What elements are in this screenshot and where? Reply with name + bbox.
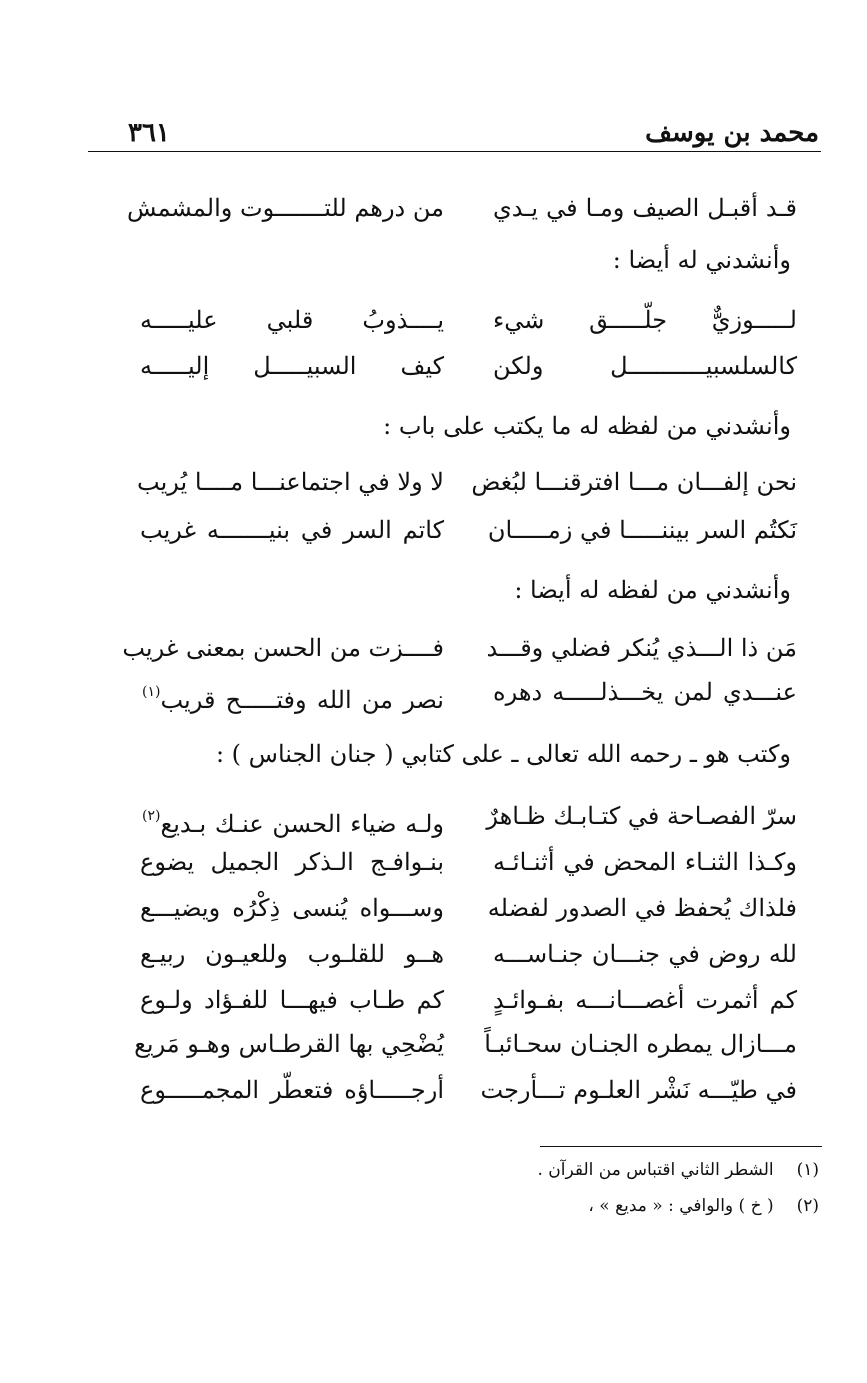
- intro-line: وأنشدني له أيضا :: [612, 246, 791, 274]
- second-hemistich: [134, 1024, 444, 1064]
- footnote-reference: (١): [142, 684, 161, 700]
- footnote-1: [537, 1157, 819, 1183]
- second-hemistich: [140, 300, 444, 340]
- second-hemistich-text: وســـواه يُنسى ذِكْرُه ويضيـــع: [140, 894, 444, 922]
- page-number: ٣٦١: [128, 118, 170, 148]
- verse-line: [0, 346, 867, 390]
- second-hemistich-text: أرجـــــاؤه فتعطّر المجمـــــوع: [140, 1076, 444, 1104]
- second-hemistich-text: بنـوافـج الـذكر الجميل يضوع: [140, 848, 444, 876]
- verse-line: [0, 842, 867, 886]
- verse-line: [0, 188, 867, 232]
- footnote-text: الشطر الثاني اقتباس من القرآن .: [537, 1160, 774, 1180]
- second-hemistich-text: يــــذوبُ قلبي عليـــــه: [140, 306, 444, 334]
- second-hemistich-text: كم طـاب فيهـــا للفـؤاد ولـوع: [140, 986, 444, 1014]
- header-divider: [88, 151, 821, 152]
- verse-line: [0, 934, 867, 978]
- second-hemistich-text: فــــزت من الحسن بمعنى غريب: [122, 634, 444, 662]
- verse-line: [0, 672, 867, 716]
- verse-line: [0, 1024, 867, 1068]
- verse-line: [0, 796, 867, 840]
- first-hemistich: سرّ الفصـاحة في كتـابـك ظـاهرٌ: [486, 802, 797, 830]
- first-hemistich: في طيّـــه نَشْر العلـوم تـــأرجت: [480, 1076, 797, 1104]
- second-hemistich: [140, 888, 444, 928]
- second-hemistich-text: يُضْحِي بها القرطـاس وهـو مَريع: [134, 1030, 444, 1058]
- second-hemistich: [140, 796, 444, 844]
- second-hemistich: [137, 462, 444, 502]
- footnote-text: ( خ ) والوافي : « مديع » ،: [588, 1196, 774, 1216]
- footnote-number: (١): [796, 1160, 819, 1180]
- verse-line: [0, 462, 867, 506]
- intro-line: وكتب هو ـ رحمه الله تعالى ـ على كتابي ( جنان الجناس ) :: [215, 740, 791, 768]
- verse-line: [0, 980, 867, 1024]
- second-hemistich-text: من درهم للتـــــــوت والمشمش: [127, 194, 444, 222]
- second-hemistich-text: كاتم السر في بنيـــــــه غريب: [140, 516, 444, 544]
- first-hemistich: نحن إلفـــان مـــا افترقنـــا لبُغض: [471, 468, 797, 496]
- footnote-divider: [540, 1146, 822, 1147]
- first-hemistich: كالسلسبيـــــــــــل ولكن: [493, 352, 797, 380]
- running-title: محمد بن يوسف: [645, 118, 819, 148]
- second-hemistich: [140, 1070, 444, 1110]
- second-hemistich: [140, 346, 444, 386]
- second-hemistich: [140, 672, 444, 720]
- first-hemistich: كم أثمرت أغصـــانـــه بفـوائـدٍ: [493, 986, 797, 1014]
- footnote-2: [588, 1193, 819, 1219]
- verse-line: [0, 888, 867, 932]
- second-hemistich-text: نصر من الله وفتـــــح قريب: [160, 686, 444, 714]
- first-hemistich: مَن ذا الـــذي يُنكر فضلي وقـــد: [486, 634, 797, 662]
- second-hemistich: [127, 188, 444, 228]
- first-hemistich: عنـــدي لمن يخـــذلـــــه دهره: [493, 678, 797, 706]
- footnote-number: (٢): [796, 1196, 819, 1216]
- second-hemistich: [122, 628, 444, 668]
- first-hemistich: قـد أقبـل الصيف ومـا في يـدي: [493, 194, 797, 222]
- first-hemistich: لله روض في جنـــان جنـاســـه: [493, 940, 797, 968]
- second-hemistich: [140, 934, 444, 974]
- second-hemistich-text: ولـه ضياء الحسن عنـك بـديع: [160, 810, 444, 838]
- verse-line: [0, 628, 867, 672]
- intro-line: وأنشدني من لفظه له أيضا :: [514, 576, 791, 604]
- second-hemistich-text: لا ولا في اجتماعنـــا مــــا يُريب: [137, 468, 444, 496]
- verse-line: [0, 510, 867, 554]
- intro-line: وأنشدني من لفظه له ما يكتب على باب :: [383, 412, 791, 440]
- second-hemistich: [140, 980, 444, 1020]
- second-hemistich-text: هــو للقلـوب وللعيـون ربيـع: [140, 940, 444, 968]
- first-hemistich: نَكتُم السر بيننـــــا في زمـــــان: [487, 516, 797, 544]
- first-hemistich: فلذاك يُحفظ في الصدور لفضله: [487, 894, 797, 922]
- second-hemistich-text: كيف السبيـــــل إليـــــه: [140, 352, 444, 380]
- verse-line: [0, 300, 867, 344]
- first-hemistich: مـــازال يمطره الجنـان سحـائبـاً: [484, 1030, 797, 1058]
- footnote-reference: (٢): [142, 808, 161, 824]
- second-hemistich: [140, 842, 444, 882]
- verse-line: [0, 1070, 867, 1114]
- second-hemistich: [140, 510, 444, 550]
- first-hemistich: لـــــوزيٌّ جلّـــــق شيء: [493, 306, 797, 334]
- first-hemistich: وكـذا الثنـاء المحض في أثنـائـه: [493, 848, 797, 876]
